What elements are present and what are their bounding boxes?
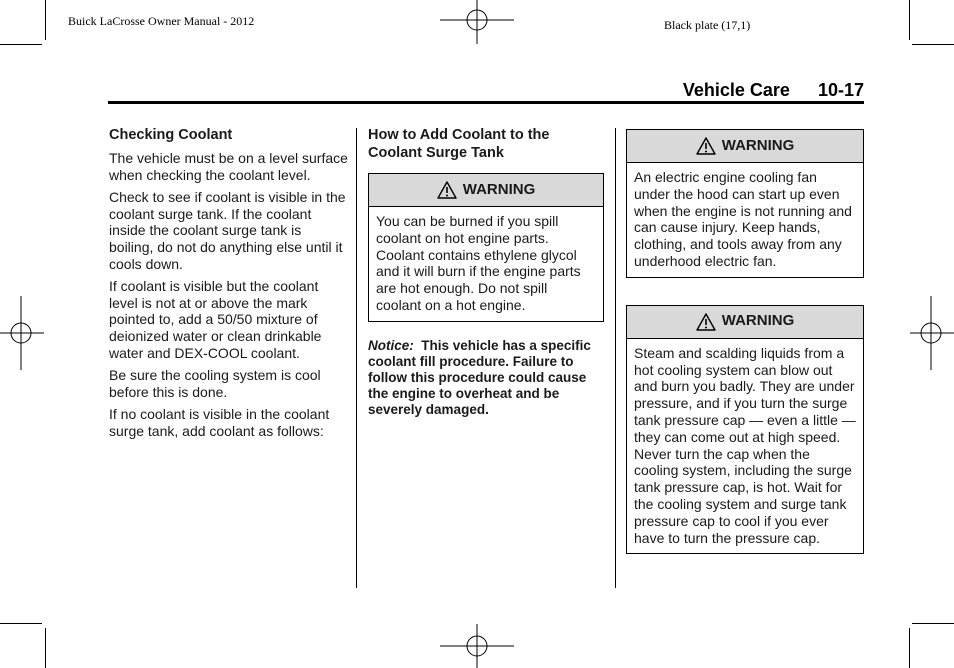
warning-triangle-icon: [437, 181, 457, 199]
warning-label: WARNING: [721, 136, 795, 154]
section-heading: Checking Coolant: [109, 127, 233, 143]
registration-mark-icon: [440, 624, 514, 668]
notice-block: [368, 338, 604, 418]
paragraph: The vehicle must be on a level surface when checking the coolant level.: [109, 150, 348, 183]
warning-label: WARNING: [721, 312, 795, 330]
paragraph: Check to see if coolant is visible in the coolant surge tank. If the coolant inside the coolant surge tank is boiling, do not do anything else until it cools down.: [109, 189, 346, 272]
crop-mark: [0, 44, 42, 45]
column-divider: [615, 128, 616, 588]
warning-triangle-icon: [696, 313, 716, 331]
plate-label: Black plate (17,1): [664, 18, 751, 32]
section-title: Vehicle Care: [682, 80, 790, 100]
registration-mark-icon: [440, 0, 514, 44]
warning-text: An electric engine cooling fan under the hood can start up even when the engine is not running and can cause injury. Keep hands, clothing, and tools away from any underhood electric fan.: [634, 169, 852, 269]
crop-mark: [909, 628, 910, 668]
registration-mark-icon: [0, 296, 44, 370]
section-header: [683, 80, 864, 101]
warning-box: [626, 305, 864, 555]
crop-mark: [912, 623, 954, 624]
page-number: 10-17: [817, 80, 864, 100]
column-1: [109, 126, 349, 446]
registration-mark-icon: [910, 296, 954, 370]
paragraph: If coolant is visible but the coolant level is not at or above the mark pointed to, add a 50/50 mixture of deionized water or clean drinkable water and DEX-COOL coolant.: [109, 278, 322, 361]
column-2: [368, 126, 604, 418]
warning-header: [627, 306, 863, 339]
crop-mark: [45, 628, 46, 668]
warning-text: You can be burned if you spill coolant on hot engine parts. Coolant contains ethylene glycol and it will burn if the engine parts are hot enough. Do not spill coolant on a hot engine.: [376, 213, 581, 313]
column-divider: [356, 128, 357, 588]
crop-mark: [45, 0, 46, 40]
warning-header: [369, 174, 603, 207]
crop-mark: [909, 0, 910, 40]
warning-box: [368, 173, 604, 322]
warning-box: [626, 129, 864, 278]
warning-header: [627, 130, 863, 163]
notice-label: Notice:: [368, 337, 414, 353]
warning-label: WARNING: [462, 180, 536, 198]
warning-triangle-icon: [696, 137, 716, 155]
warning-text: Steam and scalding liquids from a hot cooling system can blow out and burn you badly. They are under pressure, and if you turn the surge tank pressure cap — even a little — they can come out at high speed. Never turn the cap when the cooling system, including the surge tank pressure cap, is hot. Wait for the cooling system and surge tank pressure cap to cool if you ever have to turn the pressure cap.: [634, 344, 856, 546]
notice-text: This vehicle has a specific coolant fill procedure. Failure to follow this procedure could cause the engine to overheat and be severely damaged.: [368, 337, 591, 417]
column-3: [626, 129, 864, 554]
header-rule: [108, 101, 864, 104]
crop-mark: [912, 44, 954, 45]
paragraph: If no coolant is visible in the coolant surge tank, add coolant as follows:: [109, 406, 330, 439]
section-heading: How to Add Coolant to the Coolant Surge Tank: [368, 127, 550, 161]
paragraph: Be sure the cooling system is cool before this is done.: [109, 367, 321, 400]
crop-mark: [0, 623, 42, 624]
manual-title: Buick LaCrosse Owner Manual - 2012: [68, 14, 255, 28]
